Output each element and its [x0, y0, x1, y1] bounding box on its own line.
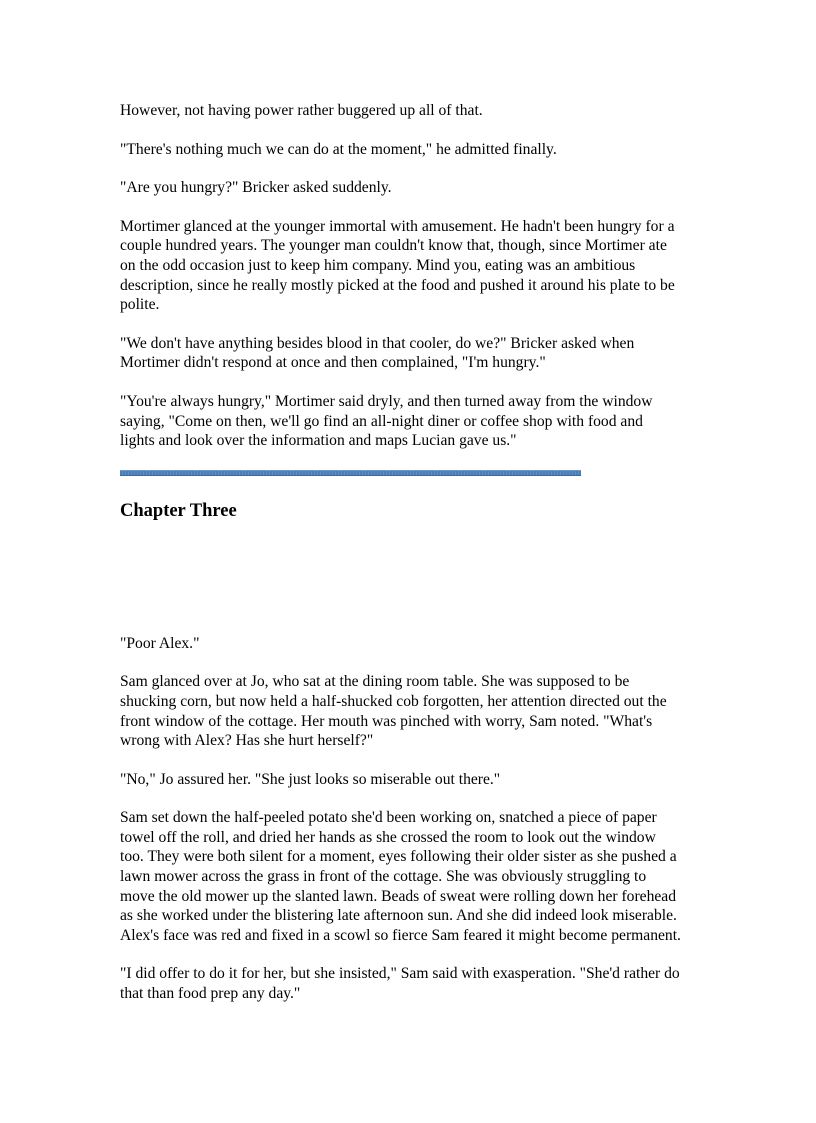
- text-line: front window of the cottage. Her mouth was pinched with worry, Sam noted. "What's: [120, 712, 653, 730]
- text-line: lawn mower across the grass in front of the cottage. She was obviously struggling to: [120, 868, 647, 886]
- paragraph: [120, 392, 705, 451]
- paragraph: [120, 178, 705, 198]
- paragraph: [120, 964, 705, 1003]
- text-line: Mortimer glanced at the younger immortal with amusement. He hadn't been hungry for a: [120, 217, 675, 235]
- text-line: on the odd occasion just to keep him company. Mind you, eating was an ambitious: [120, 256, 636, 274]
- text-line: "I did offer to do it for her, but she insisted," Sam said with exasperation. "She'd rather do: [120, 965, 680, 983]
- chapter-gap: [120, 522, 705, 634]
- paragraph: [120, 334, 705, 373]
- text-line: "We don't have anything besides blood in that cooler, do we?" Bricker asked when: [120, 334, 635, 352]
- paragraph: [120, 672, 705, 750]
- paragraph: [120, 140, 705, 160]
- paragraph: [120, 770, 705, 790]
- text-line: description, since he really mostly picked at the food and pushed it around his plate to be: [120, 276, 675, 294]
- paragraph: [120, 101, 705, 121]
- text-line: "There's nothing much we can do at the moment," he admitted finally.: [120, 140, 557, 158]
- text-section-after: [120, 634, 705, 1004]
- paragraph: [120, 217, 705, 315]
- text-line: wrong with Alex? Has she hurt herself?": [120, 732, 374, 750]
- text-line: shucking corn, but now held a half-shucked cob forgotten, her attention directed out the: [120, 692, 667, 710]
- text-line: Alex's face was red and fixed in a scowl so fierce Sam feared it might become permanent.: [120, 926, 681, 944]
- section-divider: [120, 470, 581, 476]
- text-line: "Poor Alex.": [120, 634, 200, 652]
- text-line: Mortimer didn't respond at once and then complained, "I'm hungry.": [120, 354, 546, 372]
- text-line: move the old mower up the slanted lawn. Beads of sweat were rolling down her forehead: [120, 887, 677, 905]
- text-line: as she worked under the blistering late afternoon sun. And she did indeed look miserable.: [120, 907, 677, 925]
- paragraph: [120, 808, 705, 945]
- text-line: Sam set down the half-peeled potato she'd been working on, snatched a piece of paper: [120, 809, 657, 827]
- text-line: "You're always hungry," Mortimer said dryly, and then turned away from the window: [120, 392, 653, 410]
- chapter-title: Chapter Three: [120, 500, 237, 521]
- text-line: that than food prep any day.": [120, 985, 301, 1003]
- text-line: Sam glanced over at Jo, who sat at the dining room table. She was supposed to be: [120, 673, 630, 691]
- text-line: lights and look over the information and maps Lucian gave us.": [120, 432, 517, 450]
- paragraph: [120, 634, 705, 654]
- text-line: However, not having power rather buggered up all of that.: [120, 102, 483, 119]
- text-line: towel off the roll, and dried her hands as she crossed the room to look out the window: [120, 828, 656, 846]
- text-line: "Are you hungry?" Bricker asked suddenly.: [120, 179, 392, 197]
- text-line: too. They were both silent for a moment, eyes following their older sister as she pushed a: [120, 848, 677, 866]
- document-page: [120, 101, 705, 1023]
- text-section-before: [120, 101, 705, 451]
- text-line: polite.: [120, 296, 160, 314]
- text-line: saying, "Come on then, we'll go find an all-night diner or coffee shop with food and: [120, 412, 643, 430]
- text-line: couple hundred years. The younger man couldn't know that, though, since Mortimer ate: [120, 237, 667, 255]
- text-line: "No," Jo assured her. "She just looks so miserable out there.": [120, 770, 501, 788]
